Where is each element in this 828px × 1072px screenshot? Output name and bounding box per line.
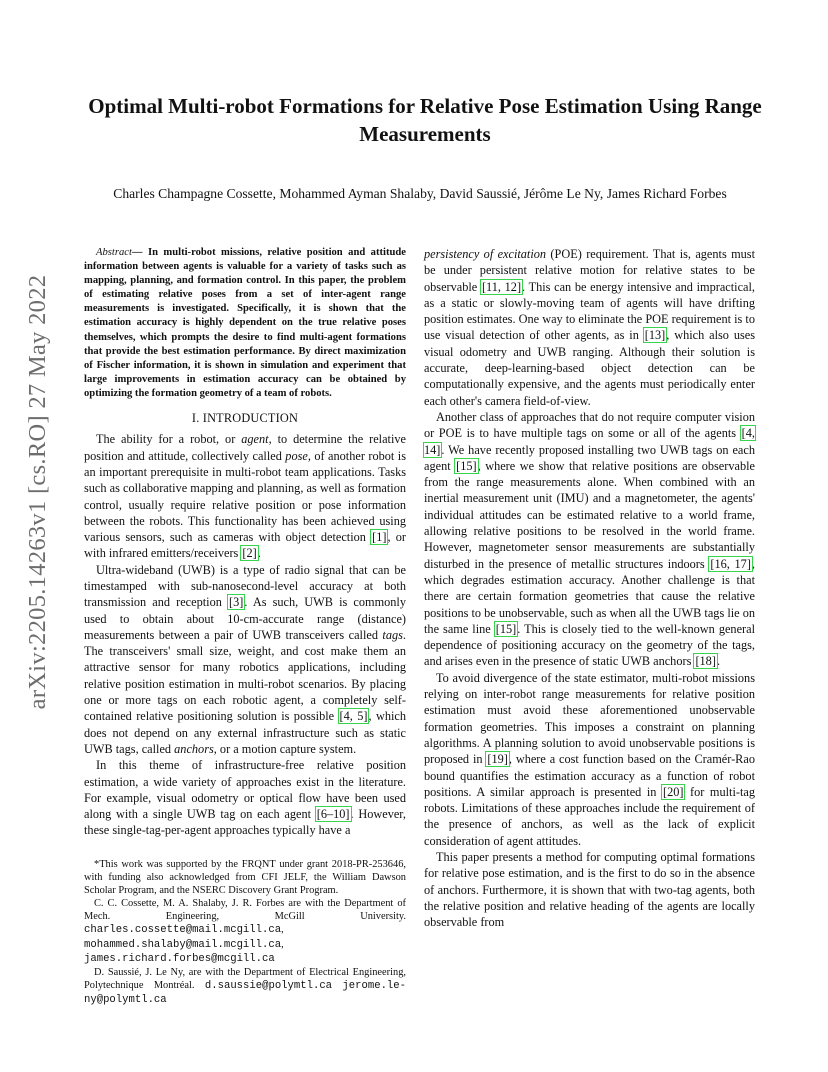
- citation-link[interactable]: [4, 5]: [339, 709, 368, 724]
- abstract-text: In multi-robot missions, relative position and attitude information between agents is valuable for a variety of tasks such as mapping, planning, and formation control. In this paper, the problem of estimating relative poses from a set of inter-agent range measurements is investigated. Specifically, it is shown that the estimation accuracy is highly dependent on the true relative poses themselves, which prompts the desire to find multi-agent formations that provide the best estimation performance. By direct maximization of Fischer information, it is shown in simulation and experiment that large improvements in estimation accuracy can be obtained by optimizing the formation geometry of a team of robots.: [84, 247, 406, 399]
- abstract-label: Abstract: [96, 247, 132, 258]
- footnotes: [84, 858, 406, 1007]
- intro-paragraph-2: Ultra-wideband (UWB) is a type of radio signal that can be timestamped with sub-nanosecond-level accuracy at both transmission and reception [3]. As such, UWB is commonly used to obtain about 10-cm-accurate range (distance) measurements between a pair of UWB transceivers called tags. The transceivers' small size, weight, and cost make them an attractive sensor for many robotics applications, including relative position estimation in multi-robot scenarios. By placing one or more tags on each robotic agent, a completely self-contained relative positioning solution is possible [4, 5], which does not depend on any external infrastructure such as static UWB tags, called anchors, or a motion capture system.: [84, 562, 407, 756]
- citation-link[interactable]: [1]: [372, 530, 387, 545]
- author-list: Charles Champagne Cossette, Mohammed Ayman Shalaby, David Saussié, Jérôme Le Ny, James Richard Forbes: [113, 186, 727, 201]
- email-link[interactable]: charles.cossette@mail.mcgill.ca: [84, 924, 282, 937]
- arxiv-identifier-text: arXiv:2205.14263v1 [cs.RO] 27 May 2022: [24, 274, 51, 710]
- intro-paragraph-3: In this theme of infrastructure-free relative position estimation, a wide variety of approaches exist in the literature. For example, visual odometry or optical flow have been used along with a single UWB tag on each agent [6–10]. However, these single-tag-per-agent approaches typically have a: [84, 758, 406, 838]
- email-link[interactable]: d.saussie@polymtl.ca: [204, 979, 333, 992]
- citation-link[interactable]: [2]: [242, 546, 257, 561]
- email-link[interactable]: mohammed.shalaby@mail.mcgill.ca: [84, 938, 282, 951]
- citation-link[interactable]: [20]: [662, 784, 684, 799]
- citation-link[interactable]: [16, 17]: [710, 556, 751, 571]
- citation-link[interactable]: [15]: [456, 458, 477, 473]
- right-column: [424, 246, 755, 930]
- citation-link[interactable]: [15]: [495, 621, 517, 636]
- intro-paragraph-7: This paper presents a method for computing optimal formations for relative pose estimation, and is the first to do so in the absence of anchors. Furthermore, it is shown that with two-tag agents, both the relative position and relative heading of the agents are locally observable from: [424, 849, 755, 930]
- abstract: [84, 246, 406, 401]
- intro-paragraph-4: persistency of excitation (POE) requirement. That is, agents must be under persistent relative motion for relative states to be observable [11, 12]. This can be energy intensive and impractical, as a static or slowly-moving team of agents will have drifting position estimates. One way to eliminate the POE requirement is to use visual detection of other agents, as in [13], which also uses visual odometry and UWB ranging. Although their solution is accurate, deep-learning-based object detection can be computationally expensive, and the agents must periodically enter each other's camera field-of-view.: [424, 247, 756, 408]
- paper-title: Optimal Multi-robot Formations for Relative Pose Estimation Using Range Measurements: [88, 94, 762, 146]
- citation-link[interactable]: [13]: [644, 328, 666, 343]
- citation-link[interactable]: [19]: [487, 752, 508, 767]
- intro-paragraph-5: Another class of approaches that do not require computer vision or POE is to have multiple tags on some or all of the agents [4, 14]. We have recently proposed installing two UWB tags on each agent [15], where we show that relative positions are observable from the range measurements alone. When combined with an inertial measurement unit (IMU) and a magnetometer, the agents' individual attitudes can be estimated relative to a world frame, allowing relative positions to be resolved in the world frame. However, magnetometer sensor measurements are substantially disturbed in the presence of metallic structures indoors [16, 17], which degrades estimation accuracy. Another challenge is that there are certain formation geometries that cause the relative positions to be unobservable, such as when all the UWB tags lie on the same line [15]. This is closely tied to the well-known general dependence of positioning accuracy on the geometry of the tags, and arises even in the presence of static UWB anchors [18].: [424, 409, 755, 669]
- citation-link[interactable]: [6–10]: [316, 807, 350, 822]
- abstract-dash: —: [131, 247, 148, 258]
- footnote-funding: *This work was supported by the FRQNT under grant 2018-PR-253646, with funding also acknowledged from CFI JELF, the William Dawson Scholar Program, and the NSERC Discovery Grant Program.: [84, 859, 406, 897]
- arxiv-identifier: [18, 272, 58, 712]
- left-column: [84, 246, 406, 839]
- citation-link[interactable]: [3]: [228, 595, 244, 610]
- citation-link[interactable]: [18]: [695, 654, 716, 669]
- citation-link[interactable]: [4, 14]: [424, 426, 755, 457]
- intro-paragraph-6: To avoid divergence of the state estimator, multi-robot missions relying on inter-robot range measurements for relative position estimation must avoid these aforementioned unobservable formation geometries. This imposes a constraint on planning algorithms. A planning solution to avoid unobservable positions is proposed in [19], where a cost function based on the Cramér-Rao bound quantifies the estimation accuracy as a function of robot positions. A similar approach is presented in [20] for multi-tag robots. Limitations of these approaches include the requirement of the presence of anchors, as well as the lack of explicit consideration of agent attitudes.: [424, 670, 755, 848]
- footnote-affiliation-mcgill: C. C. Cossette, M. A. Shalaby, J. R. Forbes are with the Department of Mech. Engineering, McGill University. charles.cossette@mail.mcgill.ca, mohammed.shalaby@mail.mcgill.ca, james.richard.forbes@mcgill.ca: [84, 898, 406, 965]
- intro-paragraph-1: The ability for a robot, or agent, to determine the relative position and attitude, collectively called pose, of another robot is an important prerequisite in multi-robot team applications. Tasks such as collaborative mapping and planning, as well as formation control, usually require relative position or pose information between the robots. This functionality has been achieved using various sensors, such as cameras with object detection [1], or with infrared emitters/receivers [2].: [84, 432, 406, 561]
- citation-link[interactable]: [11, 12]: [481, 279, 522, 294]
- email-link[interactable]: jerome.le-ny@polymtl.ca: [84, 979, 406, 1006]
- footnote-affiliation-polytechnique: D. Saussié, J. Le Ny, are with the Department of Electrical Engineering, Polytechnique Montréal. d.saussie@polymtl.ca jerome.le-ny@polymtl.ca: [84, 966, 406, 1006]
- section-heading-introduction: I. INTRODUCTION: [191, 411, 299, 426]
- email-link[interactable]: james.richard.forbes@mcgill.ca: [84, 952, 275, 965]
